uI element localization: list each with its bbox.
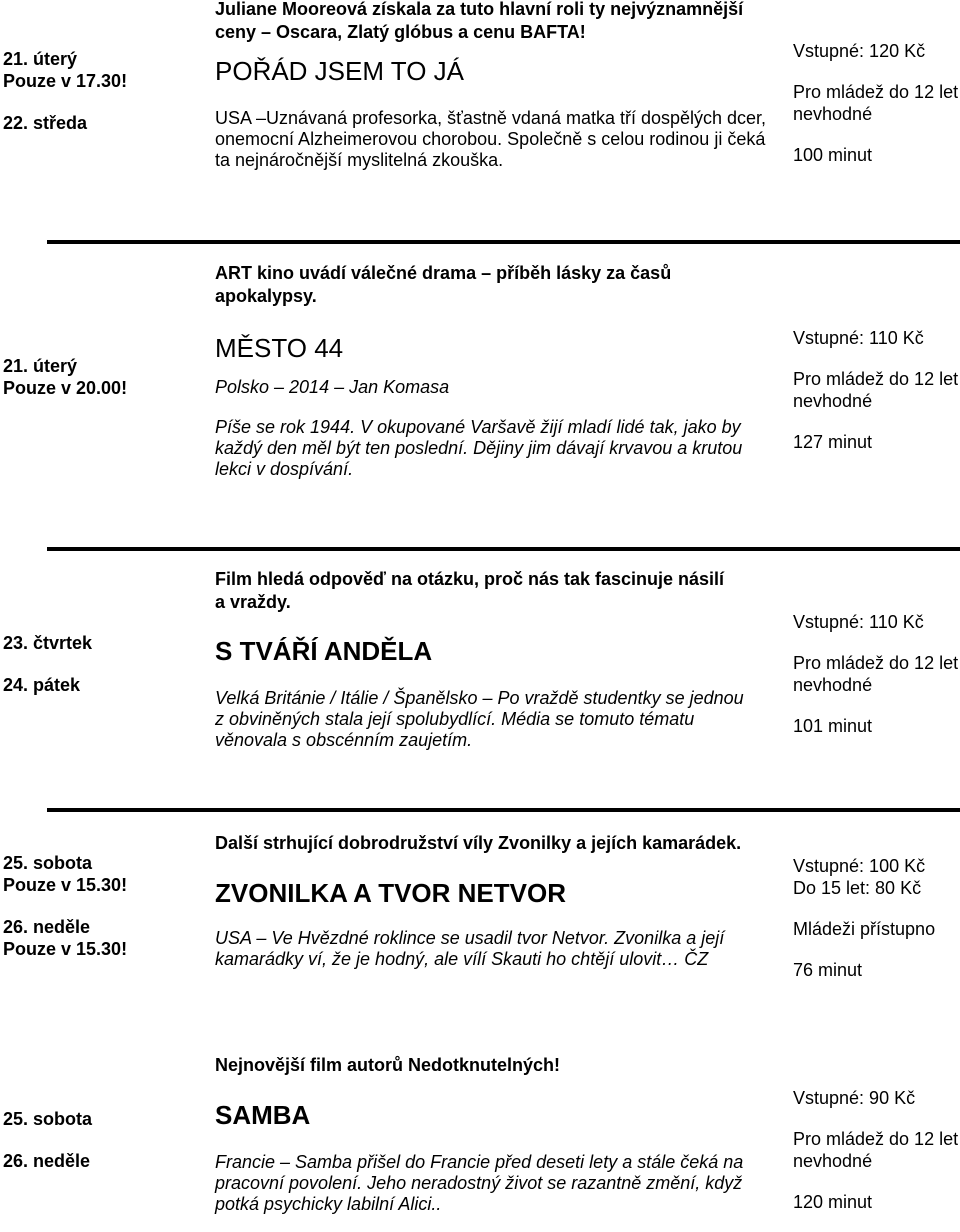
description-line: Velká Británie / Itálie / Španělsko – Po vraždě studentky se jednou: [215, 688, 744, 708]
screening-dates: [3, 1108, 92, 1172]
film-meta: Polsko – 2014 – Jan Komasa: [215, 377, 450, 397]
description-line: pracovní povolení. Jeho neradostný život se razantně změní, když: [215, 1173, 743, 1193]
description-line: USA – Ve Hvězdné roklince se usadil tvor Netvor. Zvonilka a její: [215, 928, 725, 948]
price-line: Do 15 let: 80 Kč: [793, 878, 922, 898]
runtime: 76 minut: [793, 960, 863, 980]
screening-dates: [3, 355, 127, 399]
runtime: 120 minut: [793, 1192, 873, 1212]
description-line: kamarádky ví, že je hodný, ale vílí Skauti ho chtějí ulovit… ČZ: [215, 949, 709, 969]
description-line: každý den měl být ten poslední. Dějiny jim dávají krvavou a krutou: [215, 438, 743, 458]
film-description: [215, 1152, 775, 1215]
time-note: Pouze v 15.30!: [3, 875, 128, 895]
runtime: 127 minut: [793, 432, 873, 452]
date-line: 25. sobota: [3, 1109, 93, 1129]
film-description: [215, 928, 775, 970]
price-line: Vstupné: 100 Kč: [793, 856, 926, 876]
date-line: 24. pátek: [3, 675, 81, 695]
date-line: 26. neděle: [3, 917, 91, 937]
description-line: Píše se rok 1944. V okupované Varšavě žijí mladí lidé tak, jako by: [215, 417, 741, 437]
age-rating: [793, 652, 960, 696]
date-line: 23. čtvrtek: [3, 633, 93, 653]
description-line: potká psychicky labilní Alici..: [215, 1194, 442, 1214]
rating-line: Pro mládež do 12 let: [793, 1129, 959, 1149]
screening-dates: [3, 48, 127, 134]
screening-dates: [3, 852, 127, 960]
film-description: [215, 417, 775, 480]
film-tagline: [215, 262, 775, 308]
film-tagline: [215, 832, 775, 855]
film-title: SAMBA: [215, 1100, 311, 1130]
film-main: [215, 568, 775, 751]
age-rating: [793, 81, 960, 125]
film-main: [215, 1054, 775, 1215]
film-main: [215, 0, 775, 171]
film-tagline: [215, 568, 775, 614]
age-rating: [793, 368, 960, 412]
divider: [47, 808, 960, 812]
spacer: [3, 654, 92, 674]
film-tagline: [215, 1054, 775, 1077]
film-title: MĚSTO 44: [215, 333, 344, 363]
date-line: 21. úterý: [3, 356, 78, 376]
date-line: 21. úterý: [3, 49, 78, 69]
tagline-line: a vraždy.: [215, 592, 291, 612]
film-main: [215, 832, 775, 970]
rating-line: nevhodné: [793, 391, 873, 411]
description-line: z obviněných stala její spolubydlící. Média se tomuto tématu: [215, 709, 695, 729]
tagline-line: Další strhující dobrodružství víly Zvonilky a jejích kamarádek.: [215, 833, 742, 853]
film-title: POŘÁD JSEM TO JÁ: [215, 56, 464, 86]
price: Vstupné: 110 Kč: [793, 328, 924, 348]
spacer: [3, 896, 127, 916]
rating-line: Mládeži přístupno: [793, 919, 936, 939]
film-description: [215, 108, 775, 171]
rating-line: nevhodné: [793, 104, 873, 124]
tagline-line: Juliane Mooreová získala za tuto hlavní roli ty nejvýznamnější: [215, 0, 744, 19]
divider: [47, 547, 960, 551]
film-info: [793, 327, 960, 472]
film-info: [793, 40, 960, 185]
rating-line: Pro mládež do 12 let: [793, 653, 959, 673]
price: [793, 855, 960, 899]
date-line: 25. sobota: [3, 853, 93, 873]
age-rating: [793, 918, 960, 940]
film-info: [793, 1087, 960, 1232]
description-line: USA –Uznávaná profesorka, šťastně vdaná matka tří dospělých dcer,: [215, 108, 767, 128]
rating-line: Pro mládež do 12 let: [793, 82, 959, 102]
date-line: 26. neděle: [3, 1151, 91, 1171]
description-line: ta nejnáročnější myslitelná zkouška.: [215, 150, 504, 170]
time-note: Pouze v 15.30!: [3, 939, 128, 959]
date-line: 22. středa: [3, 113, 88, 133]
runtime: 101 minut: [793, 716, 873, 736]
tagline-line: ceny – Oscara, Zlatý glóbus a cenu BAFTA!: [215, 22, 586, 42]
price: Vstupné: 110 Kč: [793, 612, 924, 632]
tagline-line: apokalypsy.: [215, 286, 317, 306]
price: Vstupné: 120 Kč: [793, 41, 926, 61]
film-tagline: [215, 0, 775, 44]
runtime: 100 minut: [793, 145, 873, 165]
rating-line: nevhodné: [793, 1151, 873, 1171]
time-note: Pouze v 20.00!: [3, 378, 128, 398]
tagline-line: Nejnovější film autorů Nedotknutelných!: [215, 1055, 561, 1075]
film-info: [793, 855, 960, 1000]
spacer: [3, 92, 127, 112]
description-line: lekci v dospívání.: [215, 459, 354, 479]
spacer: [3, 1130, 92, 1150]
film-title: S TVÁŘÍ ANDĚLA: [215, 636, 433, 666]
divider: [47, 240, 960, 244]
film-info: [793, 611, 960, 756]
tagline-line: Film hledá odpověď na otázku, proč nás tak fascinuje násilí: [215, 569, 725, 589]
price: Vstupné: 90 Kč: [793, 1088, 916, 1108]
description-line: věnovala s obscénním zaujetím.: [215, 730, 473, 750]
time-note: Pouze v 17.30!: [3, 71, 128, 91]
description-line: Francie – Samba přišel do Francie před deseti lety a stále čeká na: [215, 1152, 744, 1172]
tagline-line: ART kino uvádí válečné drama – příběh lásky za časů: [215, 263, 672, 283]
film-description: [215, 688, 775, 751]
film-title: ZVONILKA A TVOR NETVOR: [215, 878, 566, 908]
rating-line: nevhodné: [793, 675, 873, 695]
film-main: [215, 262, 775, 480]
screening-dates: [3, 632, 92, 696]
description-line: onemocní Alzheimerovou chorobou. Společně s celou rodinou ji čeká: [215, 129, 766, 149]
rating-line: Pro mládež do 12 let: [793, 369, 959, 389]
age-rating: [793, 1128, 960, 1172]
